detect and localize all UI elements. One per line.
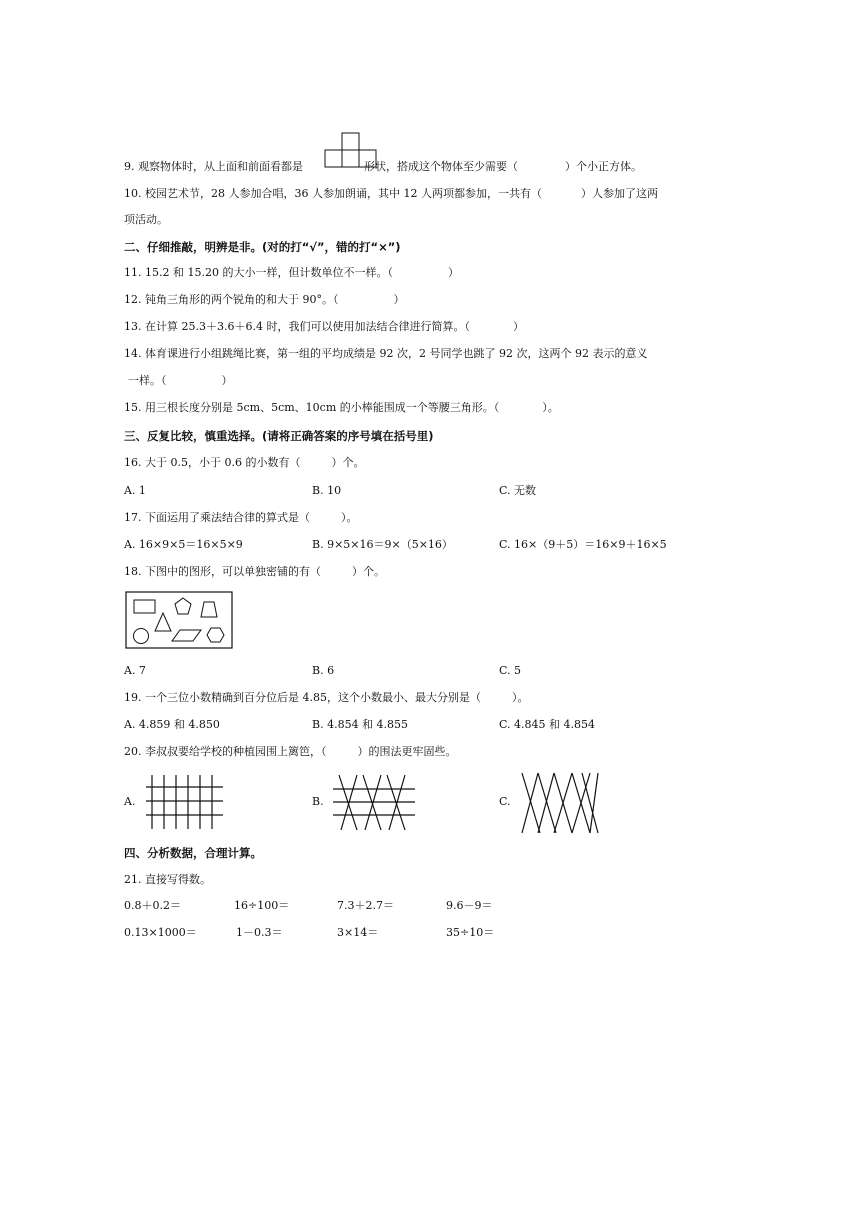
q18-option-b[interactable]: B. 6	[312, 664, 335, 677]
question-10	[124, 187, 658, 201]
fence-diagonal-figure	[520, 772, 600, 834]
question-14-line2	[128, 374, 233, 388]
q18-text: 18. 下图中的图形，可以单独密铺的有（	[124, 565, 321, 578]
calc-1-2: 16÷100＝	[234, 899, 290, 912]
question-21: 21. 直接写得数。	[124, 873, 211, 886]
q14-close: ）	[221, 374, 233, 387]
q11-text: 11. 15.2 和 15.20 的大小一样，但计数单位不一样。（	[124, 266, 393, 279]
q16-option-c[interactable]: C. 无数	[499, 484, 537, 497]
q10-line1: 10. 校园艺术节，28 人参加合唱，36 人参加朗诵，其中 12 人两项都参加，一共有（	[124, 187, 542, 200]
q18-option-c[interactable]: C. 5	[499, 664, 522, 677]
tessellation-shapes-figure	[125, 591, 235, 651]
question-12	[124, 293, 404, 307]
q20-option-c[interactable]: C.	[499, 795, 511, 808]
question-20	[124, 745, 457, 759]
q9-text-a: 9. 观察物体时，从上面和前面看都是	[124, 160, 303, 173]
calc-2-3: 3×14＝	[337, 926, 379, 939]
q16-option-b[interactable]: B. 10	[312, 484, 342, 497]
q12-text: 12. 钝角三角形的两个锐角的和大于 90°。（	[124, 293, 339, 306]
q12-close: ）	[393, 293, 405, 306]
q17-text: 17. 下面运用了乘法结合律的算式是（	[124, 511, 310, 524]
trapezoid-shape	[201, 602, 217, 617]
hexagon-shape	[207, 628, 224, 642]
calc-2-1: 0.13×1000＝	[124, 926, 197, 939]
triangle-shape	[155, 613, 171, 631]
section-3-title: 三、反复比较，慎重选择。(请将正确答案的序号填在括号里)	[124, 429, 434, 443]
q14-line2-text: 一样。（	[128, 374, 167, 387]
question-18	[124, 565, 385, 579]
q16-text: 16. 大于 0.5，小于 0.6 的小数有（	[124, 456, 301, 469]
q15-text: 15. 用三根长度分别是 5cm、5cm、10cm 的小棒能围成一个等腰三角形。（	[124, 401, 500, 414]
section-2-title: 二、仔细推敲，明辨是非。(对的打“√”，错的打“×”)	[124, 240, 401, 254]
q19-option-a[interactable]: A. 4.859 和 4.850	[124, 718, 220, 731]
section-4-title: 四、分析数据，合理计算。	[124, 846, 262, 860]
q15-close: ）。	[542, 401, 559, 414]
q19-option-b[interactable]: B. 4.854 和 4.855	[312, 718, 409, 731]
parallelogram-shape	[172, 630, 201, 641]
q20-option-b[interactable]: B.	[312, 795, 324, 808]
question-11	[124, 266, 459, 280]
calc-1-1: 0.8＋0.2＝	[124, 899, 181, 912]
question-17	[124, 511, 358, 525]
pentagon-shape	[175, 598, 191, 614]
question-15	[124, 401, 559, 415]
calc-1-4: 9.6－9＝	[446, 899, 493, 912]
q18-option-a[interactable]: A. 7	[124, 664, 146, 677]
question-14-line1: 14. 体育课进行小组跳绳比赛，第一组的平均成绩是 92 次，2 号同学也跳了 92 次，这两个 92 表示的意义	[124, 347, 648, 360]
q20-close: ）的围法更牢固些。	[357, 745, 457, 758]
q13-text: 13. 在计算 25.3＋3.6＋6.4 时，我们可以使用加法结合律进行简算。（	[124, 320, 470, 333]
q19-text: 19. 一个三位小数精确到百分位后是 4.85，这个小数最小、最大分别是（	[124, 691, 481, 704]
q16-close: ）个。	[331, 456, 365, 469]
calc-2-2: 1－0.3＝	[236, 926, 283, 939]
rectangle-shape	[134, 600, 155, 613]
q17-close: ）。	[341, 511, 358, 524]
question-16	[124, 456, 364, 470]
q13-close: ）	[512, 320, 524, 333]
q18-close: ）个。	[352, 565, 385, 578]
q20-text: 20. 李叔叔要给学校的种植园围上篱笆，（	[124, 745, 327, 758]
q17-option-b[interactable]: B. 9×5×16＝9×（5×16）	[312, 538, 453, 551]
calc-1-3: 7.3＋2.7＝	[337, 899, 394, 912]
question-9	[124, 160, 642, 174]
q19-option-c[interactable]: C. 4.845 和 4.854	[499, 718, 595, 731]
q16-option-a[interactable]: A. 1	[124, 484, 146, 497]
calc-2-4: 35÷10＝	[446, 926, 495, 939]
circle-shape	[134, 629, 149, 644]
q10-line1b: ）人参加了这两	[580, 187, 658, 200]
fence-grid-figure	[146, 774, 226, 830]
question-13	[124, 320, 524, 334]
q9-text-b: 形状，搭成这个物体至少需要（	[364, 160, 518, 173]
q11-close: ）	[447, 266, 459, 279]
question-19	[124, 691, 528, 705]
q19-close: ）。	[511, 691, 529, 704]
q17-option-a[interactable]: A. 16×9×5＝16×5×9	[124, 538, 243, 551]
fence-crossed-figure	[333, 774, 417, 832]
three-squares-view-figure	[322, 132, 378, 168]
q17-option-c[interactable]: C. 16×（9＋5）＝16×9＋16×5	[499, 538, 667, 551]
q9-text-c: ）个小正方体。	[565, 160, 642, 173]
q20-option-a[interactable]: A.	[124, 795, 136, 808]
q10-line2: 项活动。	[124, 213, 168, 226]
